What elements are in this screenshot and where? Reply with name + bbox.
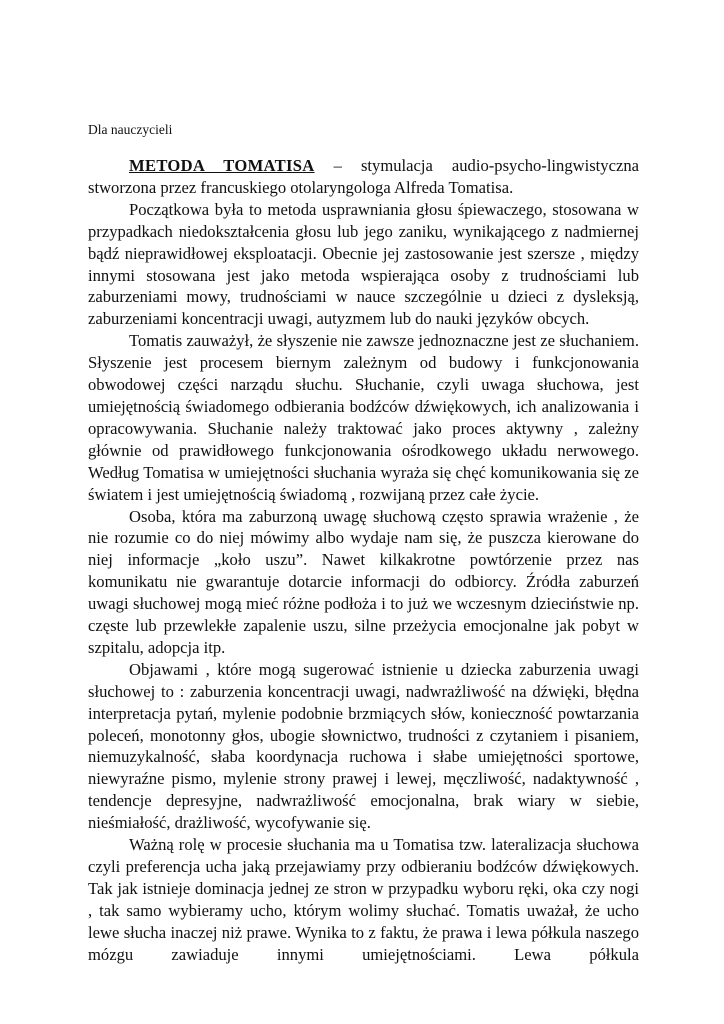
article-title: METODA TOMATISA: [129, 156, 315, 175]
article-body: [88, 155, 639, 966]
paragraph-lateralization: Ważną rolę w procesie słuchania ma u Tomatisa tzw. lateralizacja słuchowa czyli preferencja ucha jaką przejawiamy przy odbieraniu bodźców dźwiękowych. Tak jak istnieje dominacja jednej ze stron w przypadku wyboru ręki, oka czy nogi , tak samo wybieramy ucho, którym wolimy słuchać. Tomatis uważał, że ucho lewe słucha inaczej niż prawe. Wynika to z faktu, że prawa i lewa półkula naszego mózgu zawiaduje innymi umiejętnościami. Lewa półkula: [88, 835, 639, 964]
title-line: [88, 155, 639, 177]
intro-continuation: stworzona przez francuskiego otolaryngologa Alfreda Tomatisa.: [88, 177, 514, 197]
paragraph-disorders: Osoba, która ma zaburzoną uwagę słuchową często sprawia wrażenie , że nie rozumie co do niej mówimy albo wydaje nam się, że puszcza kierowane do niej informacje „koło uszu”. Nawet kilkakrotne powtórzenie przez nas komunikatu nie gwarantuje dotarcie informacji do odbiorcy. Źródła zaburzeń uwagi słuchowej mogą mieć różne podłoża i to już we wczesnym dzieciństwie np. częste lub przewlekłe zapalenie uszu, silne przeżycia emocjonalne jak pobyt w szpitalu, adopcja itp.: [88, 506, 639, 657]
title-subtitle: – stymulacja audio-psycho-lingwistyczna: [314, 156, 639, 175]
paragraph-symptoms: Objawami , które mogą sugerować istnienie u dziecka zaburzenia uwagi słuchowej to : zaburzenia koncentracji uwagi, nadwrażliwość na dźwięki, błędna interpretacja pytań, mylenie podobnie brzmiących słów, konieczność powtarzania poleceń, monotonny głos, ubogie słownictwo, trudności z czytaniem i pisaniem, niemuzykalność, słaba koordynacja ruchowa i słabe umiejętności sportowe, niewyraźne pismo, mylenie strony prawej i lewej, męczliwość, nadaktywność , tendencje depresyjne, nadwrażliwość emocjonalna, brak wiary w siebie, nieśmiałość, drażliwość, wycofywanie się.: [88, 659, 639, 833]
audience-label: Dla nauczycieli: [88, 122, 173, 137]
paragraph-origin: Początkowa była to metoda usprawniania głosu śpiewaczego, stosowana w przypadkach niedokształcenia głosu lub jego zaniku, wynikającego z nadmiernej bądź nieprawidłowej eksploatacji. Obecnie jej zastosowanie jest szersze , między innymi stosowana jest jako metoda wspierająca osoby z trudnościami lub zaburzeniami mowy, trudnościami w nauce szczególnie u dzieci z dysleksją, zaburzeniami koncentracji uwagi, autyzmem lub do nauki języków obcych.: [88, 199, 639, 329]
paragraph-listening: Tomatis zauważył, że słyszenie nie zawsze jednoznaczne jest ze słuchaniem. Słyszenie jest procesem biernym zależnym od budowy i funkcjonowania obwodowej części narządu słuchu. Słuchanie, czyli uwaga słuchowa, jest umiejętnością świadomego odbierania bodźców dźwiękowych, ich analizowania i opracowywania. Słuchanie należy traktować jako proces aktywny , zależny głównie od prawidłowego funkcjonowania ośrodkowego układu nerwowego. Według Tomatisa w umiejętności słuchania wyraża się chęć komunikowania się ze światem i jest umiejętnością świadomą , rozwijaną przez całe życie.: [88, 331, 639, 504]
